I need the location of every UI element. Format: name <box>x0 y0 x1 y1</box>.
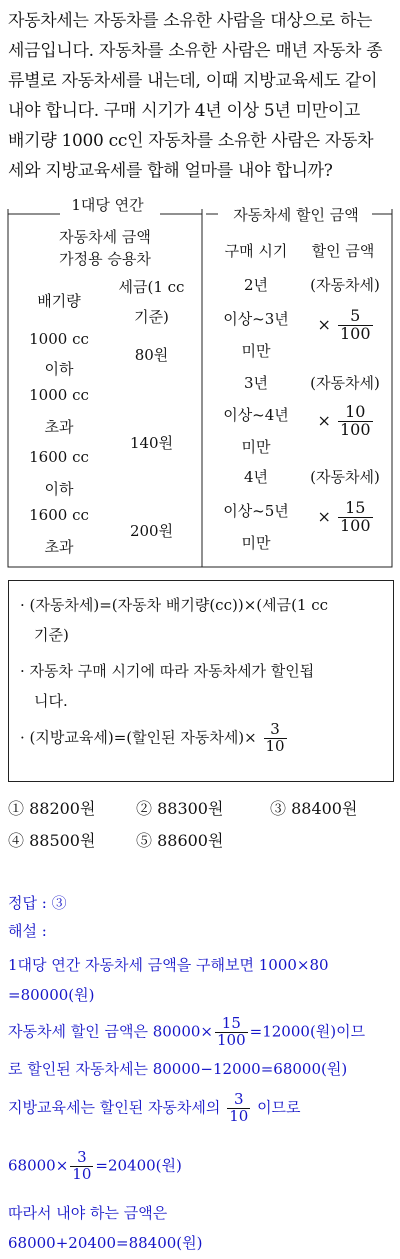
choice-4[interactable]: ④ 88500원 <box>8 831 96 850</box>
table-cell: 이하 <box>44 480 74 498</box>
choice-5[interactable]: ⑤ 88600원 <box>136 831 224 850</box>
fraction-denominator: 10 <box>265 736 285 755</box>
table-cell: 2년 <box>243 276 269 294</box>
column-header: 세금(1 cc <box>118 278 185 296</box>
note-text: · (지방교육세)=(할인된 자동차세)× <box>20 728 257 747</box>
choice-1[interactable]: ① 88200원 <box>8 799 96 818</box>
solution-line <box>8 1150 182 1183</box>
solution-line: =80000(원) <box>8 986 95 1004</box>
note-line <box>20 722 289 755</box>
solution-line: 68000+20400=88400(원) <box>8 1234 203 1252</box>
choice-2[interactable]: ② 88300원 <box>136 799 224 818</box>
solution-text: 자동차세 할인 금액은 80000× <box>8 1022 214 1041</box>
fraction-denominator: 100 <box>339 323 371 343</box>
solution-text: 지방교육세는 할인된 자동차세의 <box>8 1098 221 1117</box>
choice-3[interactable]: ③ 88400원 <box>270 799 358 818</box>
solution-text: =20400(원) <box>95 1156 182 1175</box>
question-line: 류별로 자동차세를 내는데, 이때 지방교육세도 같이 <box>8 71 378 91</box>
table-cell: 초과 <box>44 538 74 556</box>
note-line: 기준) <box>34 626 69 644</box>
table-cell: 3년 <box>243 374 269 392</box>
times-sign: × <box>317 314 331 334</box>
table-cell: 이하 <box>44 360 74 378</box>
fraction-denominator: 100 <box>217 1030 246 1049</box>
fraction-denominator: 10 <box>229 1106 249 1125</box>
times-sign: × <box>317 506 331 526</box>
column-header: 기준) <box>134 308 169 326</box>
table-cell: 이상~3년 <box>223 310 289 328</box>
question-line: 세와 지방교육세를 합해 얼마를 내야 합니까? <box>8 161 333 181</box>
question-line: 자동차세는 자동차를 소유한 사람을 대상으로 하는 <box>8 11 373 31</box>
note-line: · (자동차세)=(자동차 배기량(cc))×(세금(1 cc <box>20 596 329 614</box>
column-header: 구매 시기 <box>224 242 288 260</box>
solution-text: =12000(원)이므 <box>249 1022 366 1041</box>
question-line: 내야 합니다. 구매 시기가 4년 이상 5년 미만이고 <box>8 101 361 121</box>
discount-fraction <box>306 404 386 439</box>
solution-line: 1대당 연간 자동차세 금액을 구해보면 1000×80 <box>8 956 329 974</box>
fraction-denominator: 100 <box>339 419 371 439</box>
table-title: 1대당 연간 <box>71 196 144 214</box>
table-subtitle: 자동차세 금액 <box>59 228 151 246</box>
fraction-numerator: 3 <box>270 720 280 738</box>
table-cell: 80원 <box>134 346 169 364</box>
solution-header: 해설 : <box>8 922 47 940</box>
table-cell: 140원 <box>129 434 174 452</box>
table-cell: 미만 <box>241 342 271 360</box>
fraction-numerator: 15 <box>345 498 366 517</box>
table-cell: 1600 cc <box>29 448 89 466</box>
table-title: 자동차세 할인 금액 <box>233 206 359 224</box>
table-cell: 이상~5년 <box>223 502 289 520</box>
solution-line: 로 할인된 자동차세는 80000−12000=68000(원) <box>8 1060 348 1078</box>
table-cell: 미만 <box>241 534 271 552</box>
note-line: · 자동차 구매 시기에 따라 자동차세가 할인됩 <box>20 662 315 680</box>
fraction-numerator: 3 <box>233 1090 244 1108</box>
fraction-numerator: 10 <box>345 402 366 421</box>
note-line: 니다. <box>34 692 68 710</box>
table-cell: (자동차세) <box>310 374 380 392</box>
solution-text: 68000× <box>8 1156 69 1175</box>
answer-text: 정답 : ③ <box>8 894 67 912</box>
table-cell: 200원 <box>129 522 174 540</box>
discount-fraction <box>306 500 386 535</box>
table-cell: (자동차세) <box>310 468 380 486</box>
column-header: 배기량 <box>37 292 81 310</box>
fraction-numerator: 3 <box>77 1148 87 1166</box>
solution-line: 따라서 내야 하는 금액은 <box>8 1204 168 1222</box>
table-cell: 미만 <box>241 438 271 456</box>
question-line: 배기량 1000 cc인 자동차를 소유한 사람은 자동차 <box>8 131 374 151</box>
discount-fraction <box>306 308 386 343</box>
fraction-numerator: 15 <box>221 1014 241 1032</box>
fraction-denominator: 10 <box>72 1164 92 1183</box>
table-cell: 4년 <box>243 468 269 486</box>
solution-text: 이므로 <box>257 1098 301 1117</box>
fraction-denominator: 100 <box>339 515 371 535</box>
solution-line <box>8 1016 365 1049</box>
table-cell: 1000 cc <box>29 386 89 404</box>
column-header: 할인 금액 <box>311 242 375 260</box>
table-subtitle: 가정용 승용차 <box>59 250 151 268</box>
times-sign: × <box>317 410 331 430</box>
table-cell: 1000 cc <box>29 330 89 348</box>
fraction-numerator: 5 <box>350 306 361 325</box>
table-cell: 초과 <box>44 418 74 436</box>
solution-line <box>8 1092 301 1125</box>
table-cell: 1600 cc <box>29 506 89 524</box>
table-cell: (자동차세) <box>310 276 380 294</box>
question-line: 세금입니다. 자동차를 소유한 사람은 매년 자동차 종 <box>8 41 383 61</box>
table-cell: 이상~4년 <box>223 406 289 424</box>
